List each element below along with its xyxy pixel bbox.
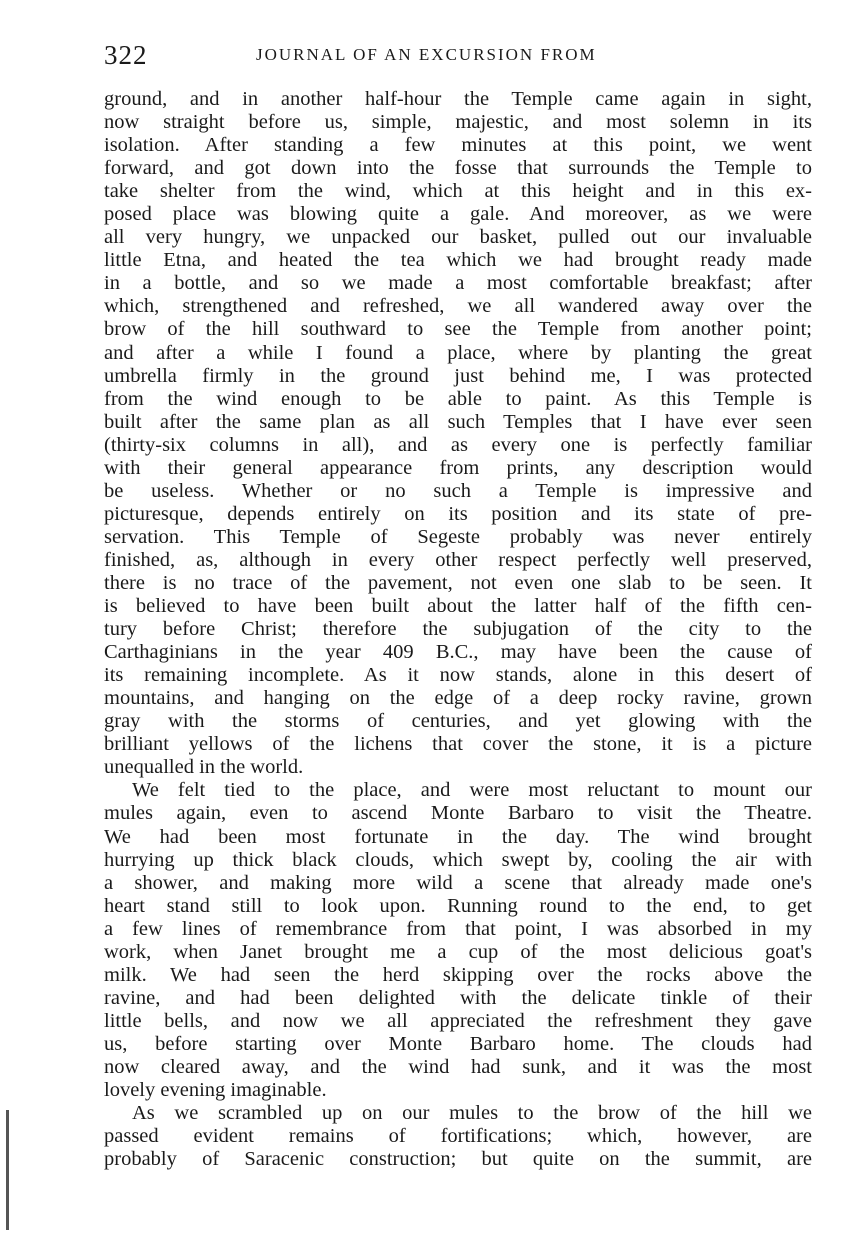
text-line: heart stand still to look upon. Running round to the end, to get <box>104 894 812 917</box>
body-text <box>104 88 812 1171</box>
text-line: mules again, even to ascend Monte Barbaro to visit the Theatre. <box>104 802 812 825</box>
text-line: finished, as, although in every other respect perfectly well preserved, <box>104 548 812 571</box>
text-line: milk. We had seen the herd skipping over the rocks above the <box>104 963 812 986</box>
text-line: and after a while I found a place, where by planting the great <box>104 341 812 364</box>
text-line: its remaining incomplete. As it now stands, alone in this desert of <box>104 664 812 687</box>
text-line: from the wind enough to be able to paint. As this Temple is <box>104 387 812 410</box>
text-line: take shelter from the wind, which at this height and in this ex- <box>104 180 812 203</box>
text-line: lovely evening imaginable. <box>104 1079 327 1102</box>
text-line: now straight before us, simple, majestic, and most solemn in its <box>104 111 812 134</box>
text-line: little bells, and now we all appreciated the refreshment they gave <box>104 1009 812 1032</box>
text-line: As we scrambled up on our mules to the brow of the hill we <box>132 1102 812 1125</box>
text-line: now cleared away, and the wind had sunk, and it was the most <box>104 1055 812 1078</box>
text-line: us, before starting over Monte Barbaro home. The clouds had <box>104 1032 812 1055</box>
text-line: brilliant yellows of the lichens that cover the stone, it is a picture <box>104 733 812 756</box>
text-line: which, strengthened and refreshed, we all wandered away over the <box>104 295 812 318</box>
text-line: picturesque, depends entirely on its position and its state of pre- <box>104 502 812 525</box>
text-line: built after the same plan as all such Temples that I have ever seen <box>104 410 812 433</box>
text-line: tury before Christ; therefore the subjugation of the city to the <box>104 618 812 641</box>
text-line: We felt tied to the place, and were most reluctant to mount our <box>132 779 812 802</box>
text-line: unequalled in the world. <box>104 756 304 779</box>
text-line: ground, and in another half-hour the Temple came again in sight, <box>104 88 812 110</box>
text-line: ravine, and had been delighted with the delicate tinkle of their <box>104 986 812 1009</box>
page-number: 322 <box>104 40 148 70</box>
text-line: passed evident remains of fortifications; which, however, are <box>104 1125 812 1148</box>
text-line: We had been most fortunate in the day. The wind brought <box>104 825 812 848</box>
text-line: there is no trace of the pavement, not even one slab to be seen. It <box>104 571 812 594</box>
text-line: brow of the hill southward to see the Temple from another point; <box>104 318 812 341</box>
text-line: little Etna, and heated the tea which we had brought ready made <box>104 249 812 272</box>
text-line: with their general appearance from prints, any description would <box>104 456 812 479</box>
text-line: all very hungry, we unpacked our basket, pulled out our invaluable <box>104 226 812 249</box>
text-line: in a bottle, and so we made a most comfortable breakfast; after <box>104 272 812 295</box>
text-line: mountains, and hanging on the edge of a deep rocky ravine, grown <box>104 687 812 710</box>
text-line: a shower, and making more wild a scene that already made one's <box>104 871 812 894</box>
text-line: posed place was blowing quite a gale. And moreover, as we were <box>104 203 812 226</box>
margin-rule <box>6 1110 9 1230</box>
text-line: be useless. Whether or no such a Temple is impressive and <box>104 479 812 502</box>
text-line: Carthaginians in the year 409 B.C., may have been the cause of <box>104 641 812 664</box>
running-title: JOURNAL OF AN EXCURSION FROM <box>256 45 597 64</box>
text-line: gray with the storms of centuries, and yet glowing with the <box>104 710 812 733</box>
text-line: umbrella firmly in the ground just behind me, I was protected <box>104 364 812 387</box>
text-line: work, when Janet brought me a cup of the most delicious goat's <box>104 940 812 963</box>
text-line: is believed to have been built about the latter half of the fifth cen- <box>104 595 812 618</box>
text-line: probably of Saracenic construction; but quite on the summit, are <box>104 1148 812 1171</box>
text-line: isolation. After standing a few minutes at this point, we went <box>104 134 812 157</box>
text-line: a few lines of remembrance from that point, I was absorbed in my <box>104 917 812 940</box>
text-line: hurrying up thick black clouds, which swept by, cooling the air with <box>104 848 812 871</box>
text-line: servation. This Temple of Segeste probably was never entirely <box>104 525 812 548</box>
text-line: forward, and got down into the fosse that surrounds the Temple to <box>104 157 812 180</box>
text-line: (thirty-six columns in all), and as every one is perfectly familiar <box>104 433 812 456</box>
